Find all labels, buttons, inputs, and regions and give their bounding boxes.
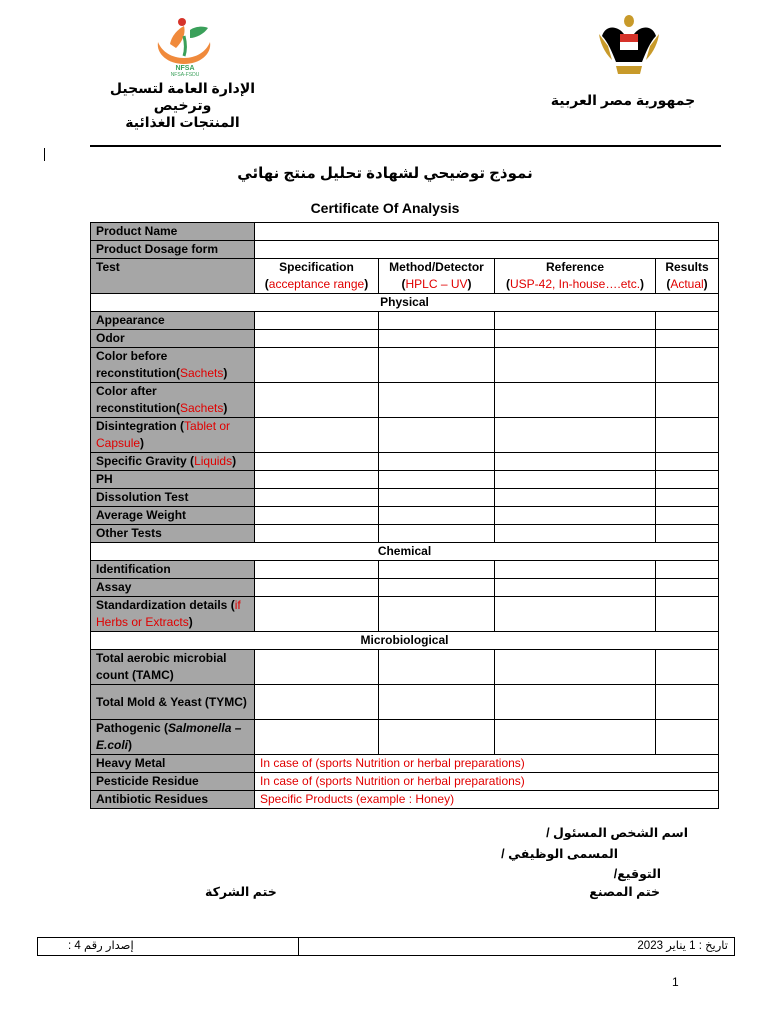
reference-label: Reference — [545, 260, 605, 274]
nfsa-logo-icon — [150, 14, 220, 76]
factory-stamp-field: ختم المصنع — [589, 885, 660, 899]
table-cell[interactable] — [379, 453, 495, 471]
table-cell[interactable] — [656, 561, 719, 579]
table-cell[interactable] — [255, 597, 379, 632]
table-cell[interactable] — [379, 507, 495, 525]
method-note: HPLC – UV — [405, 277, 468, 291]
table-cell[interactable] — [656, 453, 719, 471]
table-cell[interactable] — [495, 471, 656, 489]
table-cell[interactable] — [255, 561, 379, 579]
row-tamc: Total aerobic microbial count (TAMC) — [91, 650, 255, 685]
table-cell[interactable] — [656, 650, 719, 685]
table-cell[interactable] — [495, 507, 656, 525]
table-cell[interactable] — [495, 312, 656, 330]
table-cell[interactable] — [379, 685, 495, 720]
header-reference: Reference (USP-42, In-house….etc.) — [495, 259, 656, 294]
table-cell[interactable] — [495, 525, 656, 543]
row-specific-gravity: Specific Gravity (Liquids) — [91, 453, 255, 471]
row-assay: Assay — [91, 579, 255, 597]
table-cell[interactable] — [656, 383, 719, 418]
issue-date: تاريخ : 1 يناير 2023 — [637, 940, 728, 952]
table-cell[interactable] — [495, 330, 656, 348]
table-cell[interactable] — [255, 453, 379, 471]
table-cell[interactable] — [255, 418, 379, 453]
table-cell[interactable] — [495, 348, 656, 383]
table-cell[interactable] — [495, 650, 656, 685]
label-dosage-form: Product Dosage form — [91, 241, 255, 259]
row-pesticide: Pesticide Residue — [91, 773, 255, 791]
job-title-field: المسمى الوظيفي / — [501, 847, 618, 861]
section-chemical: Chemical — [91, 543, 719, 561]
table-cell[interactable] — [379, 312, 495, 330]
row-appearance: Appearance — [91, 312, 255, 330]
table-cell[interactable] — [656, 597, 719, 632]
value-dosage-form[interactable] — [255, 241, 719, 259]
document-footer — [37, 937, 735, 956]
english-document-title: Certificate Of Analysis — [310, 200, 460, 216]
table-cell[interactable] — [656, 489, 719, 507]
table-cell[interactable] — [656, 685, 719, 720]
row-standardization: Standardization details (if Herbs or Extracts) — [91, 597, 255, 632]
table-cell[interactable] — [656, 720, 719, 755]
table-cell[interactable] — [255, 471, 379, 489]
table-cell[interactable] — [656, 525, 719, 543]
spec-note: acceptance range — [268, 277, 365, 291]
table-cell[interactable] — [379, 489, 495, 507]
table-cell[interactable] — [255, 348, 379, 383]
row-heavy-metal: Heavy Metal — [91, 755, 255, 773]
section-physical: Physical — [91, 294, 719, 312]
row-tymc: Total Mold & Yeast (TYMC) — [91, 685, 255, 720]
table-cell[interactable] — [379, 579, 495, 597]
department-line-2: المنتجات الغذائية — [125, 114, 240, 130]
table-cell[interactable] — [379, 348, 495, 383]
row-identification: Identification — [91, 561, 255, 579]
sachets-note: Sachets — [180, 366, 224, 380]
table-cell[interactable] — [656, 348, 719, 383]
row-color-before: Color before reconstitution(Sachets) — [91, 348, 255, 383]
table-cell[interactable] — [495, 720, 656, 755]
table-cell[interactable] — [379, 597, 495, 632]
table-cell[interactable] — [656, 579, 719, 597]
table-cell[interactable] — [379, 330, 495, 348]
liquids-note: Liquids — [194, 454, 233, 468]
header-results: Results (Actual) — [656, 259, 719, 294]
table-cell[interactable] — [656, 312, 719, 330]
table-cell[interactable] — [495, 489, 656, 507]
color-before-label: Color before reconstitution — [96, 349, 176, 380]
specific-gravity-label: Specific Gravity — [96, 454, 187, 468]
page-number: 1 — [672, 975, 679, 989]
section-microbiological: Microbiological — [91, 632, 719, 650]
table-cell[interactable] — [495, 685, 656, 720]
table-cell[interactable] — [255, 489, 379, 507]
text-cursor — [44, 148, 45, 161]
value-product-name[interactable] — [255, 223, 719, 241]
row-ph: PH — [91, 471, 255, 489]
results-label: Results — [665, 260, 709, 274]
table-cell[interactable] — [495, 418, 656, 453]
disintegration-label: Disintegration — [96, 419, 177, 433]
table-cell[interactable] — [255, 650, 379, 685]
method-label: Method/Detector — [389, 260, 484, 274]
table-cell[interactable] — [656, 471, 719, 489]
responsible-person-field: اسم الشخص المسئول / — [546, 826, 688, 840]
svg-text:NFSA: NFSA — [175, 65, 195, 72]
table-cell[interactable] — [255, 383, 379, 418]
row-pathogenic: Pathogenic (Salmonella – E.coli) — [91, 720, 255, 755]
table-cell[interactable] — [379, 650, 495, 685]
herbs-note: if Herbs or Extracts — [96, 598, 241, 629]
egypt-eagle-emblem-icon — [596, 12, 662, 80]
label-product-name: Product Name — [91, 223, 255, 241]
row-disintegration: Disintegration (Tablet or Capsule) — [91, 418, 255, 453]
table-cell[interactable] — [656, 418, 719, 453]
republic-title: جمهورية مصر العربية — [550, 92, 696, 108]
table-cell[interactable] — [656, 507, 719, 525]
arabic-document-title: نموذج توضيحي لشهادة تحليل منتج نهائي — [237, 165, 533, 182]
table-cell[interactable] — [379, 383, 495, 418]
table-cell[interactable] — [495, 561, 656, 579]
table-cell[interactable] — [495, 453, 656, 471]
standardization-label: Standardization details — [96, 598, 228, 612]
header-specification: Specification (acceptance range) — [255, 259, 379, 294]
row-other-tests: Other Tests — [91, 525, 255, 543]
reference-note: USP-42, In-house….etc. — [509, 277, 641, 291]
table-cell[interactable] — [255, 507, 379, 525]
table-cell[interactable] — [379, 720, 495, 755]
table-cell[interactable] — [255, 330, 379, 348]
signature-field: التوقيع/ — [613, 867, 661, 881]
antibiotic-note: Specific Products (example : Honey) — [255, 791, 719, 809]
table-cell[interactable] — [255, 579, 379, 597]
department-line-1: الإدارة العامة لتسجيل وترخيص — [109, 80, 256, 113]
color-after-label: Color after reconstitution — [96, 384, 176, 415]
salmonella-note: Salmonella – E.coli — [96, 721, 242, 752]
certificate-table — [90, 222, 719, 809]
table-cell[interactable] — [379, 471, 495, 489]
table-cell[interactable] — [255, 312, 379, 330]
row-antibiotic: Antibiotic Residues — [91, 791, 255, 809]
header-test: Test — [91, 259, 255, 294]
pathogenic-label: Pathogenic — [96, 721, 161, 735]
company-stamp-field: ختم الشركة — [205, 885, 277, 899]
table-cell[interactable] — [379, 525, 495, 543]
results-note: Actual — [670, 277, 704, 291]
table-cell[interactable] — [255, 720, 379, 755]
heavy-metal-note: In case of (sports Nutrition or herbal preparations) — [255, 755, 719, 773]
table-cell[interactable] — [379, 418, 495, 453]
table-cell[interactable] — [255, 685, 379, 720]
issue-number: إصدار رقم 4 : — [38, 938, 299, 955]
agency-department-title — [90, 80, 275, 131]
row-odor: Odor — [91, 330, 255, 348]
table-cell[interactable] — [255, 525, 379, 543]
spec-label: Specification — [279, 260, 354, 274]
table-cell[interactable] — [495, 597, 656, 632]
table-cell[interactable] — [495, 383, 656, 418]
table-cell[interactable] — [495, 579, 656, 597]
table-cell[interactable] — [656, 330, 719, 348]
sachets-note: Sachets — [180, 401, 224, 415]
row-color-after: Color after reconstitution(Sachets) — [91, 383, 255, 418]
svg-text:NFSA-FSDU: NFSA-FSDU — [170, 72, 200, 76]
header-method: Method/Detector (HPLC – UV) — [379, 259, 495, 294]
header-divider — [90, 145, 721, 147]
row-average-weight: Average Weight — [91, 507, 255, 525]
row-dissolution: Dissolution Test — [91, 489, 255, 507]
table-cell[interactable] — [379, 561, 495, 579]
pesticide-note: In case of (sports Nutrition or herbal preparations) — [255, 773, 719, 791]
tablet-capsule-note: Tablet or Capsule — [96, 419, 231, 450]
